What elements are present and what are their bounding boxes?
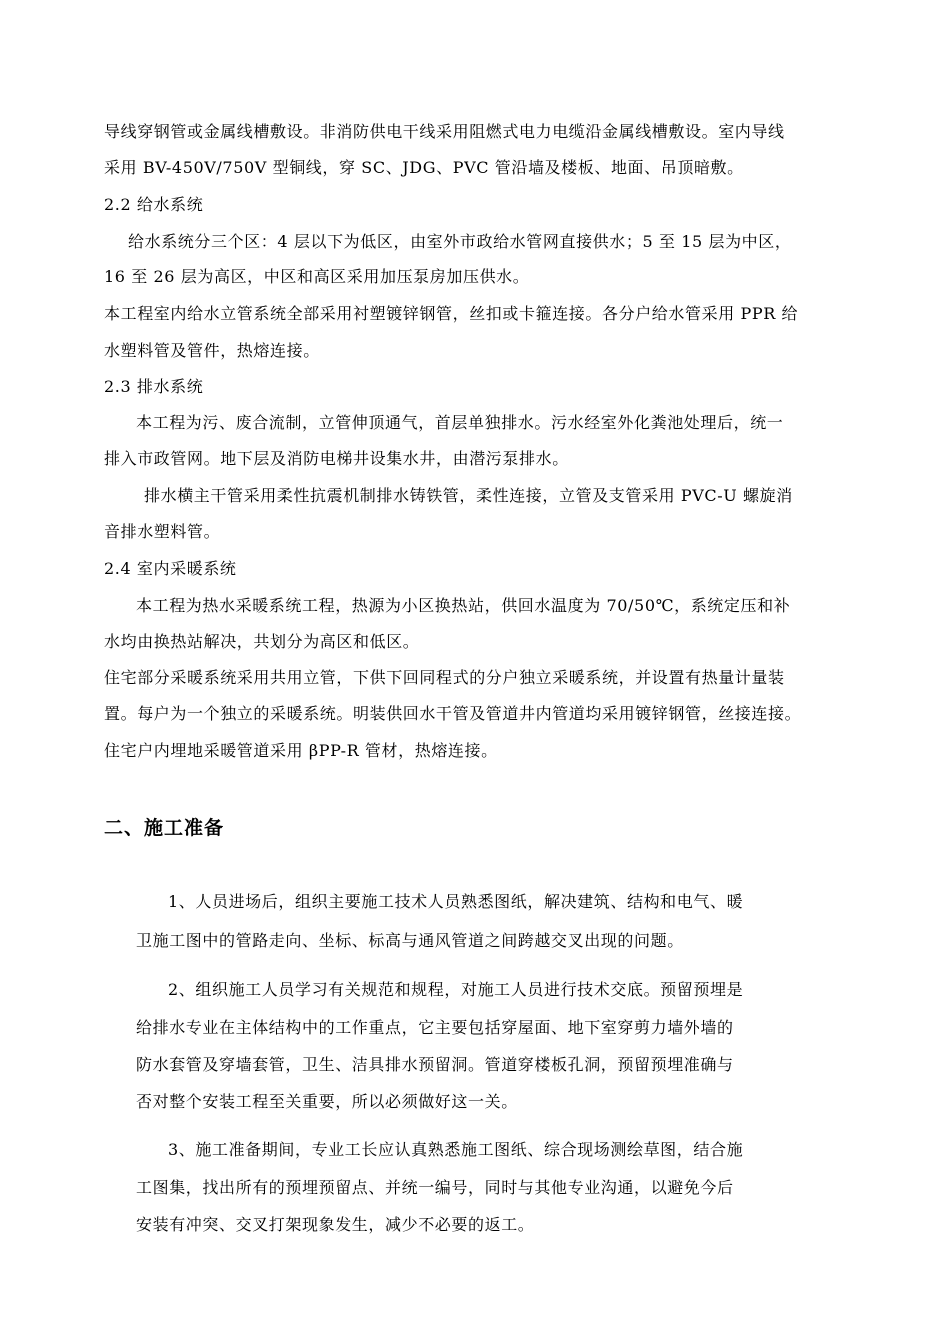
paragraph-line: 导线穿钢管或金属线槽敷设。非消防供电干线采用阻燃式电力电缆沿金属线槽敷设。室内导线 bbox=[104, 122, 785, 141]
paragraph-line: 音排水塑料管。 bbox=[104, 522, 221, 541]
list-item-line: 给排水专业在主体结构中的工作重点，它主要包括穿屋面、地下室穿剪力墙外墙的 bbox=[136, 1018, 734, 1037]
paragraph-line: 16 至 26 层为高区，中区和高区采用加压泵房加压供水。 bbox=[104, 267, 530, 286]
paragraph-line: 本工程为热水采暖系统工程，热源为小区换热站，供回水温度为 70/50℃，系统定压和补 bbox=[136, 596, 791, 615]
paragraph-line: 给水系统分三个区：4 层以下为低区，由室外市政给水管网直接供水；5 至 15 层为中区， bbox=[128, 232, 792, 251]
list-item-line: 安装有冲突、交叉打架现象发生，减少不必要的返工。 bbox=[136, 1215, 535, 1234]
list-item-line: 卫施工图中的管路走向、坐标、标高与通风管道之间跨越交叉出现的问题。 bbox=[136, 931, 684, 950]
list-item-line: 1、人员进场后，组织主要施工技术人员熟悉图纸，解决建筑、结构和电气、暖 bbox=[168, 892, 744, 911]
paragraph-line: 水塑料管及管件，热熔连接。 bbox=[104, 341, 320, 360]
paragraph-line: 置。每户为一个独立的采暖系统。明装供回水干管及管道井内管道均采用镀锌钢管，丝接连接。 bbox=[104, 704, 802, 723]
list-item-line: 防水套管及穿墙套管，卫生、洁具排水预留洞。管道穿楼板孔洞，预留预埋准确与 bbox=[136, 1055, 734, 1074]
paragraph-line: 住宅部分采暖系统采用共用立管，下供下回同程式的分户独立采暖系统，并设置有热量计量装 bbox=[104, 668, 785, 687]
paragraph-line: 采用 BV-450V/750V 型铜线，穿 SC、JDG、PVC 管沿墙及楼板、地面、吊顶暗敷。 bbox=[104, 158, 744, 177]
list-item-line: 工图集，找出所有的预埋预留点、并统一编号，同时与其他专业沟通，以避免今后 bbox=[136, 1178, 734, 1197]
paragraph-line: 本工程为污、废合流制，立管伸顶通气，首层单独排水。污水经室外化粪池处理后，统一 bbox=[136, 413, 784, 432]
paragraph-line: 本工程室内给水立管系统全部采用衬塑镀锌钢管，丝扣或卡箍连接。各分户给水管采用 PPR 给 bbox=[104, 304, 799, 323]
list-item-line: 3、施工准备期间，专业工长应认真熟悉施工图纸、综合现场测绘草图，结合施 bbox=[168, 1140, 744, 1159]
paragraph-line: 住宅户内埋地采暖管道采用 βPP-R 管材，热熔连接。 bbox=[104, 741, 498, 760]
subsection-heading-drainage: 2.3 排水系统 bbox=[104, 377, 204, 396]
list-item-line: 否对整个安装工程至关重要，所以必须做好这一关。 bbox=[136, 1092, 518, 1111]
section-heading-construction-preparation: 二、施工准备 bbox=[104, 817, 225, 839]
paragraph-line: 排入市政管网。地下层及消防电梯井设集水井，由潜污泵排水。 bbox=[104, 449, 569, 468]
paragraph-line: 水均由换热站解决，共划分为高区和低区。 bbox=[104, 632, 420, 651]
subsection-heading-water-supply: 2.2 给水系统 bbox=[104, 195, 204, 214]
subsection-heading-heating: 2.4 室内采暖系统 bbox=[104, 559, 237, 578]
list-item-line: 2、组织施工人员学习有关规范和规程，对施工人员进行技术交底。预留预埋是 bbox=[168, 980, 744, 999]
paragraph-line: 排水横主干管采用柔性抗震机制排水铸铁管，柔性连接，立管及支管采用 PVC-U 螺旋消 bbox=[144, 486, 793, 505]
